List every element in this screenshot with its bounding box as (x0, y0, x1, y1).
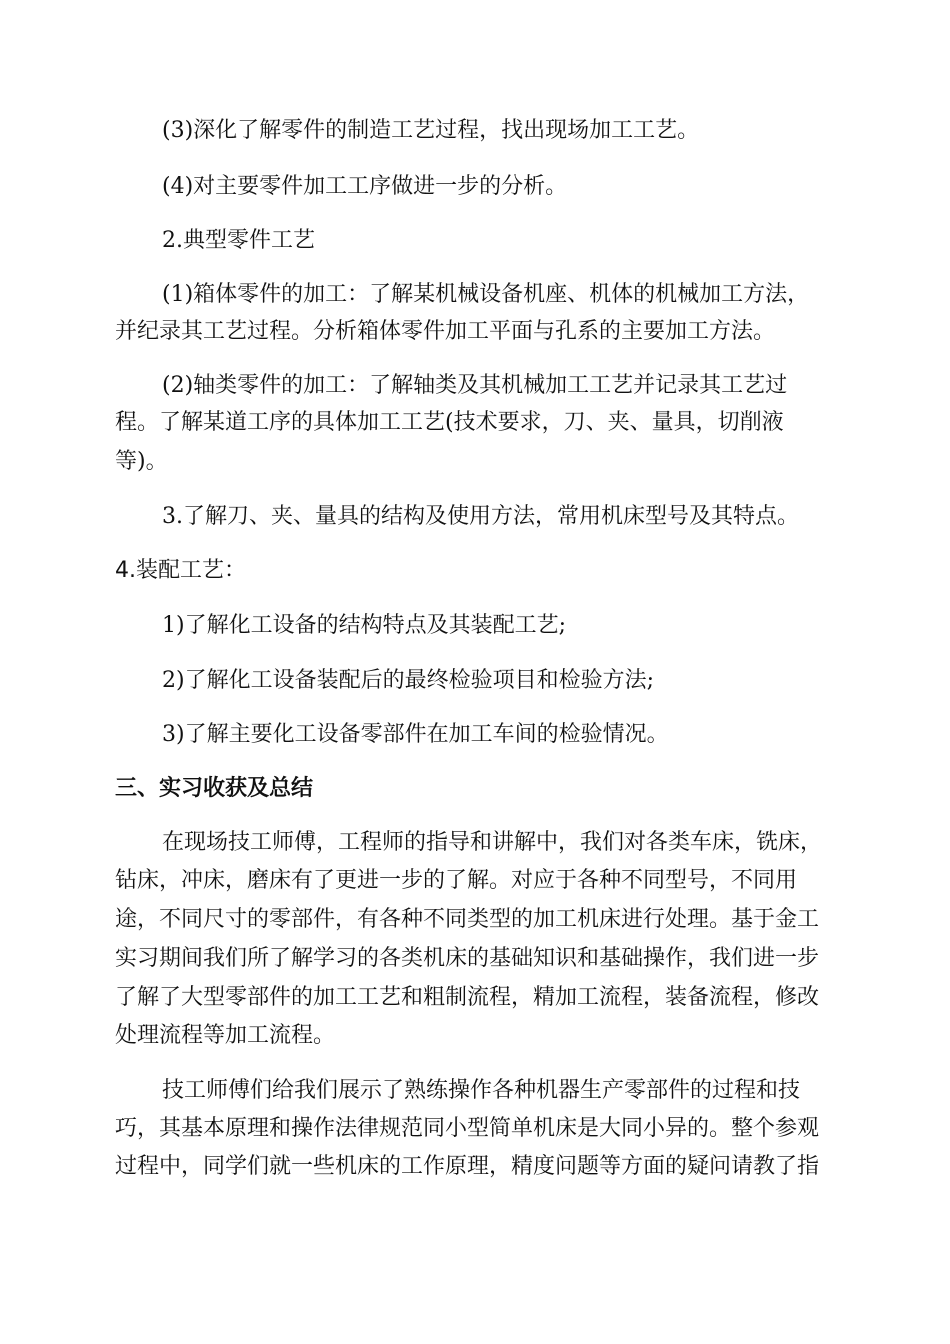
summary-paragraph-2-line-1: 技工师傅们给我们展示了熟练操作各种机器生产零部件的过程和技 (162, 1078, 801, 1103)
paragraph-shaft-parts-line-3: 等)。 (115, 449, 168, 474)
section-heading-summary: 三、实习收获及总结 (115, 776, 314, 801)
paragraph-shaft-parts-line-2: 程。了解某道工序的具体加工工艺(技术要求，刀、夹、量具，切削液 (115, 410, 784, 435)
section-heading-assembly: 4.装配工艺： (115, 558, 246, 583)
summary-paragraph-2-line-3: 过程中，同学们就一些机床的工作原理，精度问题等方面的疑问请教了指 (115, 1154, 820, 1179)
summary-paragraph-1-line-6: 处理流程等加工流程。 (115, 1023, 336, 1048)
summary-paragraph-1-line-3: 途，不同尺寸的零部件，有各种不同类型的加工机床进行处理。基于金工 (115, 907, 820, 932)
paragraph-shaft-parts-line-1: (2)轴类零件的加工：了解轴类及其机械加工工艺并记录其工艺过 (162, 373, 788, 398)
paragraph-tools-line: 3.了解刀、夹、量具的结构及使用方法，常用机床型号及其特点。 (162, 504, 799, 529)
paragraph-item-4-line: (4)对主要零件加工工序做进一步的分析。 (162, 174, 568, 199)
section-heading-typical-parts: 2.典型零件工艺 (162, 228, 315, 253)
summary-paragraph-2-line-2: 巧，其基本原理和操作法律规范同小型简单机床是大同小异的。整个参观 (115, 1116, 820, 1141)
summary-paragraph-1-line-5: 了解了大型零部件的加工工艺和粗制流程，精加工流程，装备流程，修改 (115, 985, 820, 1010)
paragraph-item-3-line: (3)深化了解零件的制造工艺过程，找出现场加工工艺。 (162, 118, 700, 143)
paragraph-box-parts-line-2: 并纪录其工艺过程。分析箱体零件加工平面与孔系的主要加工方法。 (115, 319, 776, 344)
paragraph-box-parts-line-1: (1)箱体零件的加工：了解某机械设备机座、机体的机械加工方法， (162, 282, 810, 307)
summary-paragraph-1-line-2: 钻床，冲床，磨床有了更进一步的了解。对应于各种不同型号，不同用 (115, 868, 798, 893)
summary-paragraph-1-line-4: 实习期间我们所了解学习的各类机床的基础知识和基础操作，我们进一步 (115, 946, 820, 971)
summary-paragraph-1-line-1: 在现场技工师傅，工程师的指导和讲解中，我们对各类车床，铣床， (162, 830, 823, 855)
assembly-item-3: 3)了解主要化工设备零部件在加工车间的检验情况。 (162, 722, 669, 747)
assembly-item-2: 2)了解化工设备装配后的最终检验项目和检验方法; (162, 668, 654, 693)
assembly-item-1: 1)了解化工设备的结构特点及其装配工艺; (162, 613, 566, 638)
